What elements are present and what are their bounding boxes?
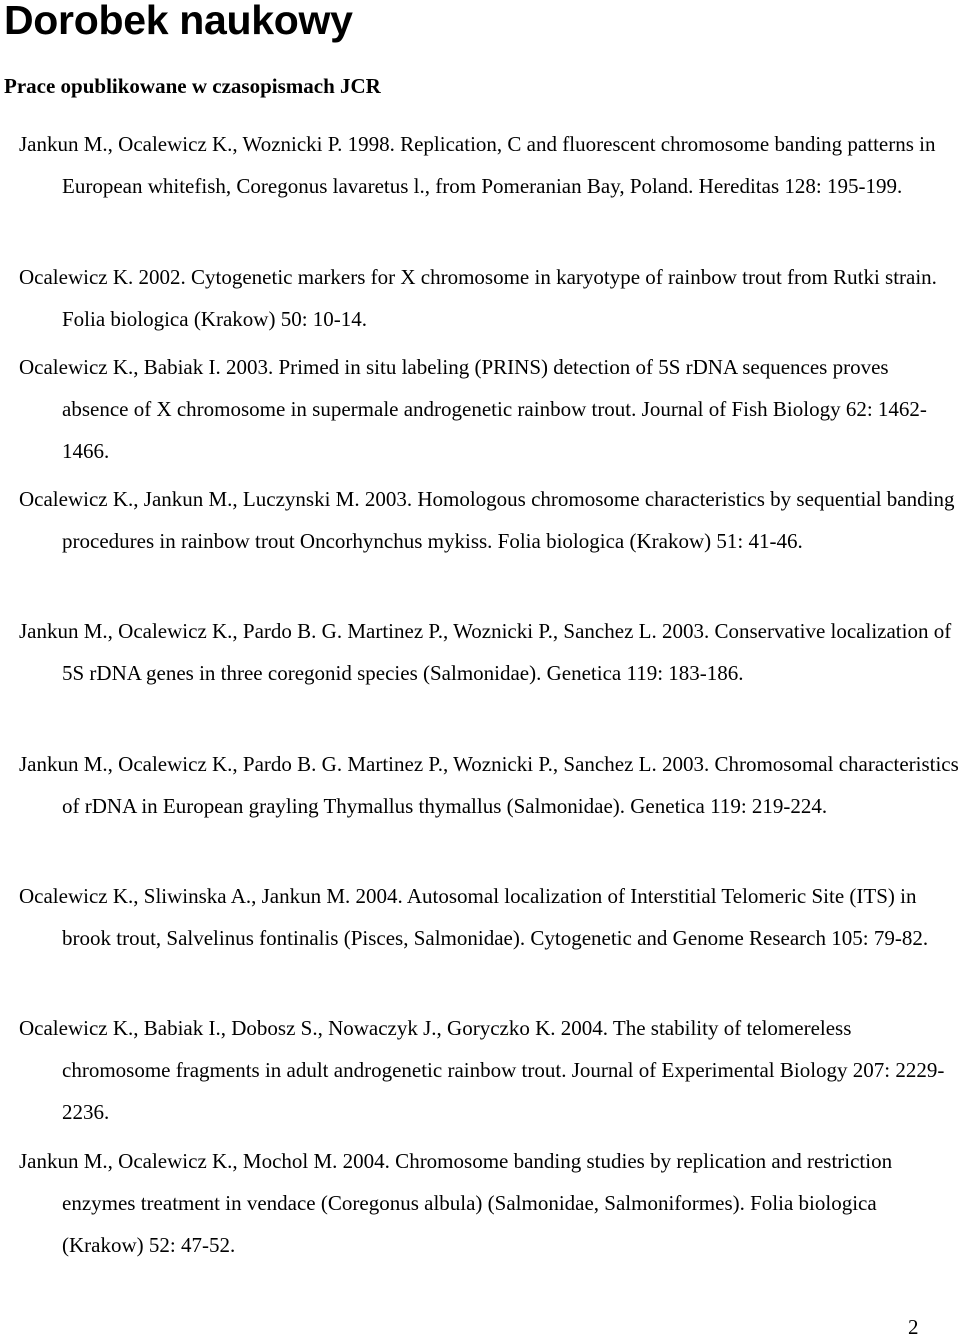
reference-item: Ocalewicz K., Babiak I. 2003. Primed in situ labeling (PRINS) detection of 5S rDNA sequences proves absence of X chromosome in supermale androgenetic rainbow trout. Journal of Fish Biology 62: 1462-1466. bbox=[19, 355, 927, 463]
reference-item: Ocalewicz K., Babiak I., Dobosz S., Nowaczyk J., Goryczko K. 2004. The stability of telomereless chromosome fragments in adult androgenetic rainbow trout. Journal of Experimental Biology 207: 2229-2236. bbox=[19, 1016, 945, 1124]
reference-item: Jankun M., Ocalewicz K., Mochol M. 2004. Chromosome banding studies by replication and restriction enzymes treatment in vendace (Coregonus albula) (Salmonidae, Salmoniformes). Folia biologica (Krakow) 52: 47-52. bbox=[19, 1149, 893, 1257]
section-heading: Prace opublikowane w czasopismach JCR bbox=[4, 74, 381, 98]
reference-item: Ocalewicz K. 2002. Cytogenetic markers for X chromosome in karyotype of rainbow trout from Rutki strain. Folia biologica (Krakow) 50: 10-14. bbox=[19, 265, 937, 331]
reference-item: Jankun M., Ocalewicz K., Pardo B. G. Martinez P., Woznicki P., Sanchez L. 2003. Conservative localization of 5S rDNA genes in three coregonid species (Salmonidae). Genetica 119: 183-186. bbox=[19, 619, 952, 685]
reference-item: Jankun M., Ocalewicz K., Woznicki P. 1998. Replication, C and fluorescent chromosome banding patterns in European whitefish, Coregonus lavaretus l., from Pomeranian Bay, Poland. Hereditas 128: 195-199. bbox=[19, 132, 936, 198]
reference-item: Jankun M., Ocalewicz K., Pardo B. G. Martinez P., Woznicki P., Sanchez L. 2003. Chromosomal characteristics of rDNA in European grayling Thymallus thymallus (Salmonidae). Genetica 119: 219-224. bbox=[19, 752, 959, 818]
page-number: 2 bbox=[908, 1315, 919, 1339]
reference-item: Ocalewicz K., Sliwinska A., Jankun M. 2004. Autosomal localization of Interstitial Telomeric Site (ITS) in brook trout, Salvelinus fontinalis (Pisces, Salmonidae). Cytogenetic and Genome Research 105: 79-82. bbox=[19, 884, 929, 950]
page-title: Dorobek naukowy bbox=[4, 0, 353, 43]
reference-item: Ocalewicz K., Jankun M., Luczynski M. 2003. Homologous chromosome characteristics by sequential banding procedures in rainbow trout Oncorhynchus mykiss. Folia biologica (Krakow) 51: 41-46. bbox=[19, 487, 955, 553]
